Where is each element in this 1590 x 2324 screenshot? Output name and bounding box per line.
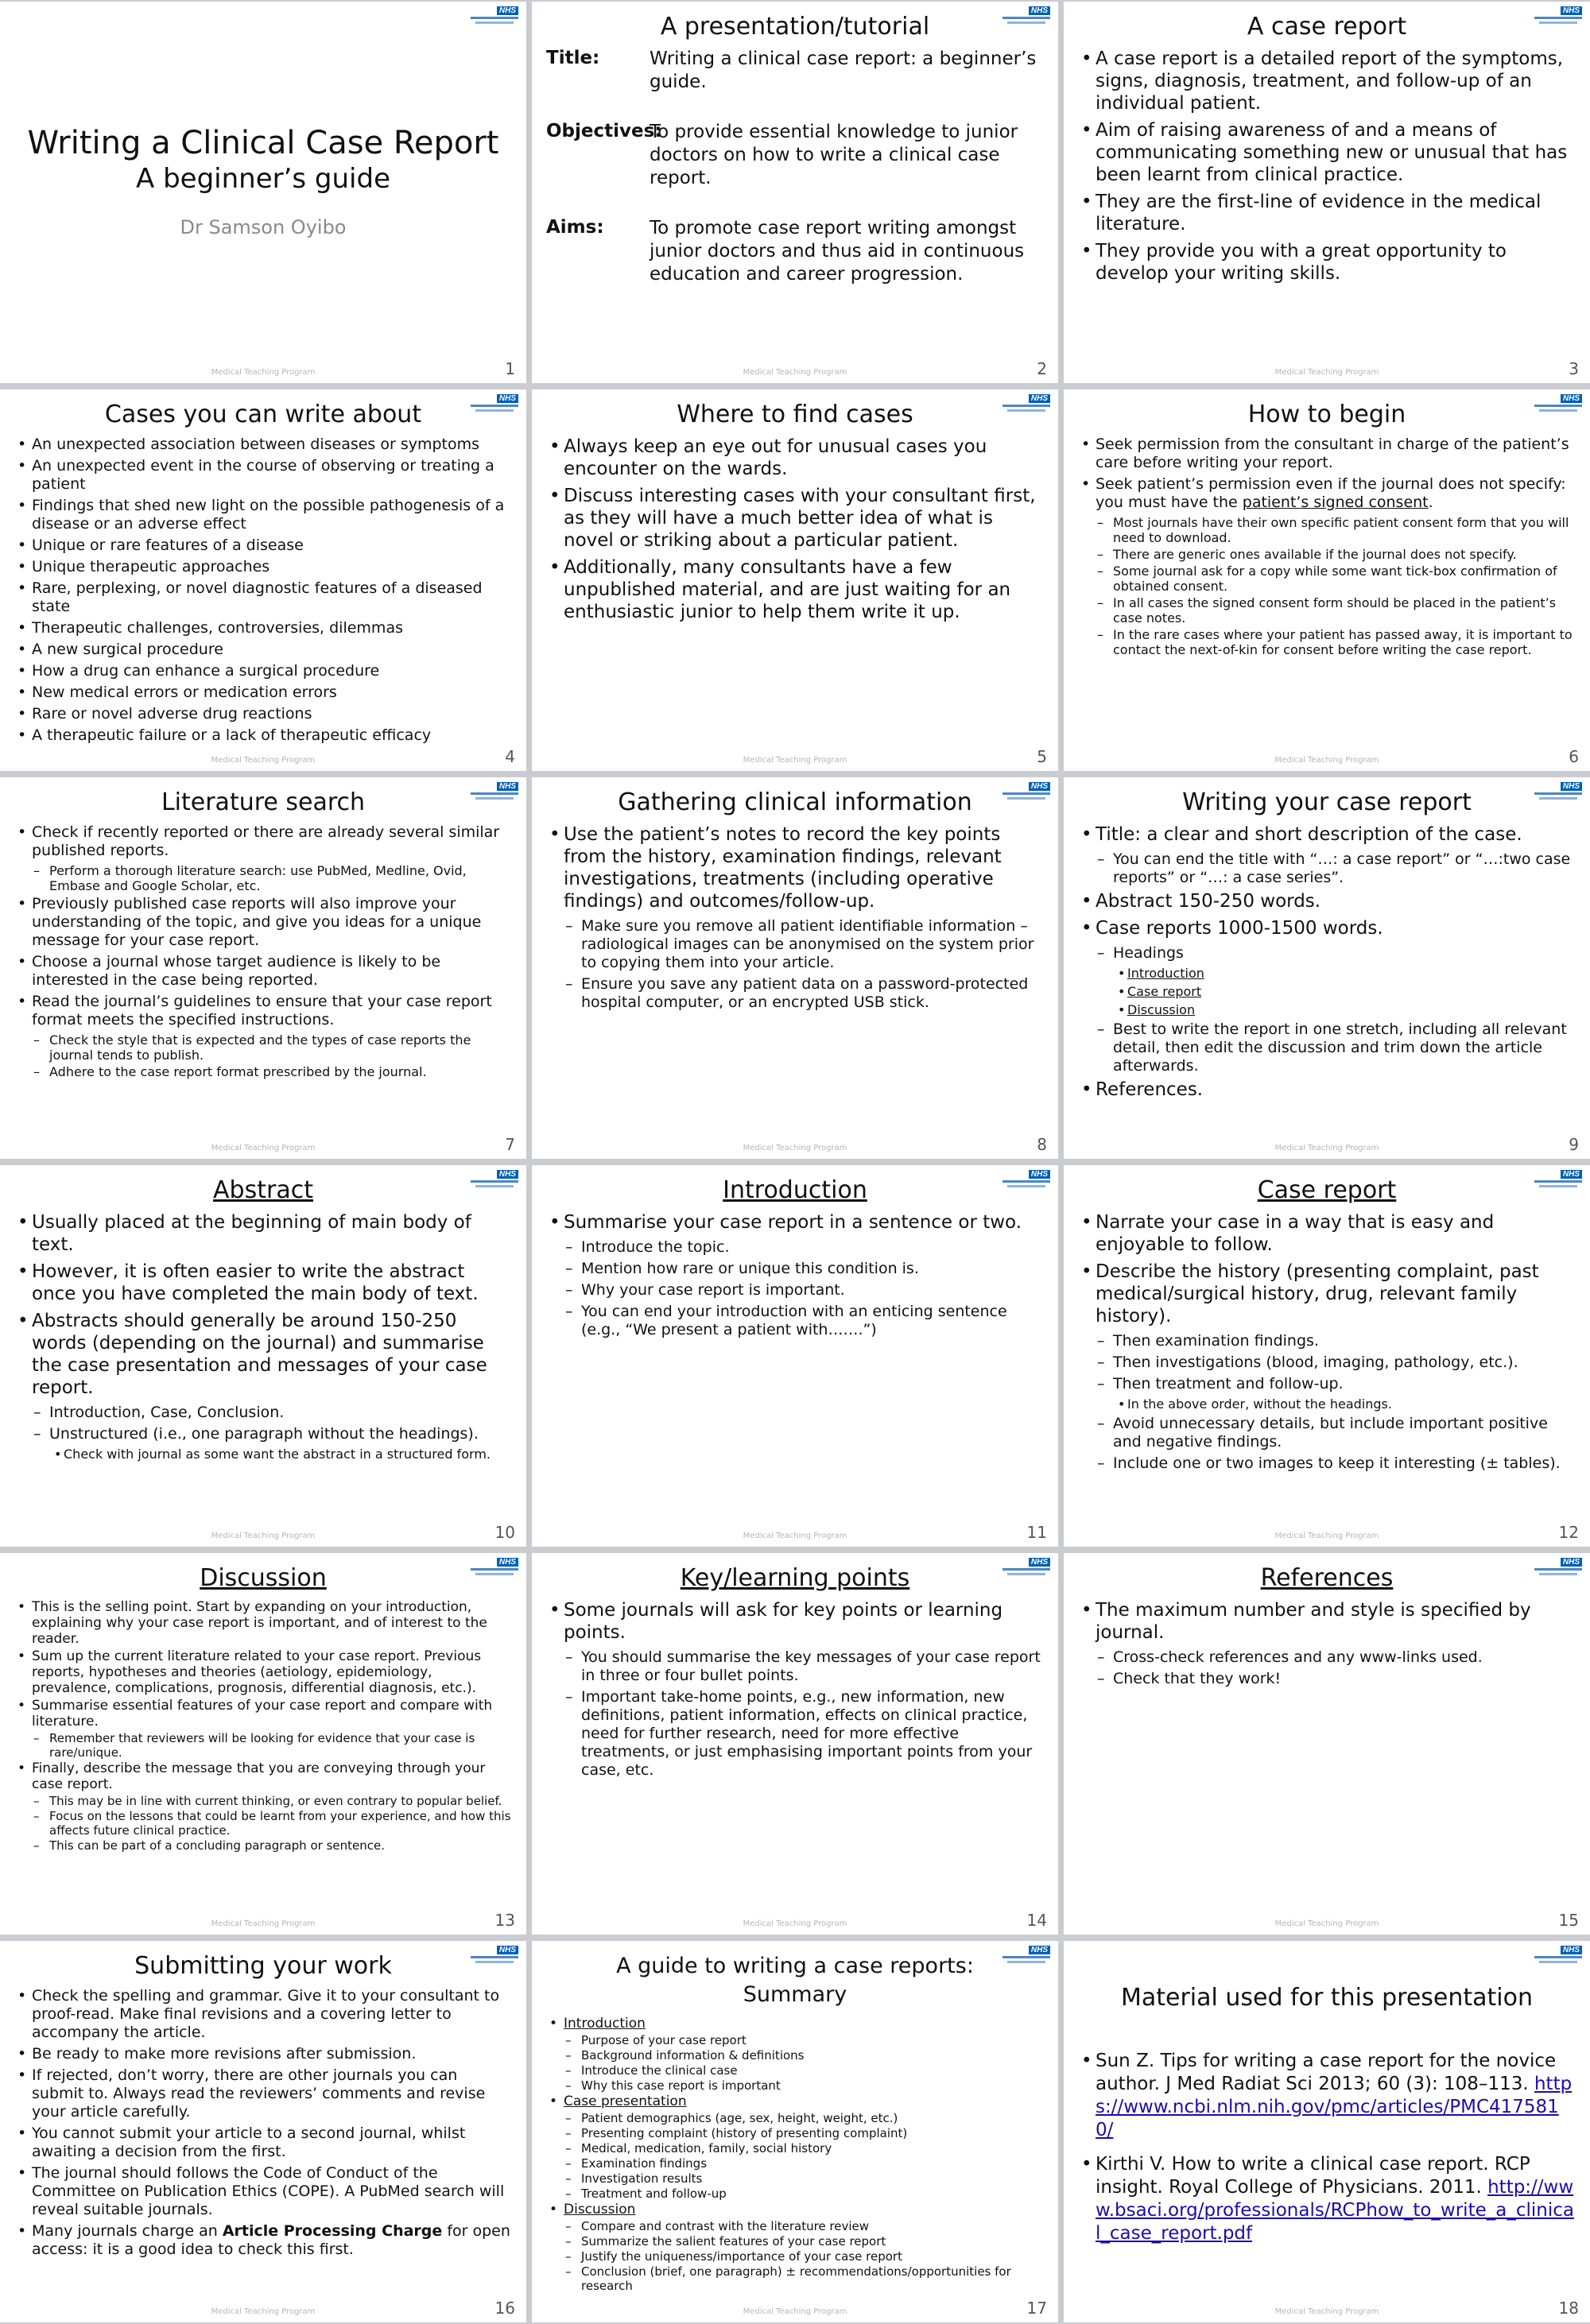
- nhs-logo-icon: [461, 1946, 518, 1966]
- bullet-item: • You cannot submit your article to a second journal, whilst awaiting a decision from the first.: [14, 2125, 512, 2161]
- logo-org-line: [475, 1185, 514, 1187]
- bullet-item: • New medical errors or medication errors: [14, 684, 512, 702]
- bullet-item: – Mention how rare or unique this condition is.: [546, 1260, 1044, 1278]
- slide-8[interactable]: [532, 777, 1058, 1159]
- slide-number: 17: [1026, 2299, 1047, 2318]
- slide-9[interactable]: [1064, 777, 1590, 1159]
- bullet-item: • Usually placed at the beginning of main body of text.: [14, 1211, 512, 1256]
- slide-17[interactable]: [532, 1941, 1058, 2322]
- bullet-item: – Presenting complaint (history of presenting complaint): [546, 2126, 1044, 2140]
- slide-title: Key/learning points: [680, 1564, 910, 1592]
- slide-title: Discussion: [200, 1564, 327, 1592]
- nhs-badge: NHS: [1029, 1170, 1050, 1179]
- slide-footer: Medical Teaching Program: [743, 2307, 847, 2316]
- slide-14[interactable]: [532, 1553, 1058, 1935]
- nhs-badge: NHS: [497, 1558, 518, 1567]
- bullet-list: [1078, 1599, 1576, 1688]
- bullet-item: – Medical, medication, family, social history: [546, 2141, 1044, 2156]
- slide-footer: Medical Teaching Program: [1274, 1919, 1379, 1928]
- slide-number: 4: [505, 747, 515, 766]
- logo-org-line: [1002, 17, 1050, 19]
- slide-title: Abstract: [213, 1176, 313, 1204]
- info-key: Aims:: [546, 217, 604, 238]
- bullet-item: • A case report is a detailed report of the symptoms, signs, diagnosis, treatment, and follow-up of an individual patient.: [1078, 48, 1576, 114]
- nhs-logo-icon: [993, 6, 1050, 27]
- bullet-list: [1078, 1211, 1576, 1473]
- slide-15[interactable]: [1064, 1553, 1590, 1935]
- underlined-text: patient’s signed consent: [1242, 494, 1429, 511]
- slide-number: 9: [1569, 1135, 1579, 1154]
- logo-org-line: [1534, 1568, 1582, 1571]
- slide-footer: Medical Teaching Program: [743, 756, 847, 765]
- bullet-item: • If rejected, don’t worry, there are other journals you can submit to. Always read the reviewers’ comments and revise your article carefully.: [14, 2066, 512, 2121]
- nhs-badge: NHS: [1561, 6, 1582, 15]
- bullet-list: [14, 1987, 512, 2259]
- bullet-item: • Sum up the current literature related to your case report. Previous reports, hypotheses and theories (aetiology, epidemiology, prevalence, complications, prognosis, differential diagnosis, etc.).: [14, 1648, 512, 1696]
- slide-number: 10: [494, 1523, 515, 1542]
- slide-footer: Medical Teaching Program: [211, 1532, 316, 1540]
- slide-footer: Medical Teaching Program: [1274, 1144, 1379, 1152]
- bullet-item: • Case reports 1000-1500 words.: [1078, 917, 1576, 939]
- nhs-logo-icon: [461, 782, 518, 803]
- bullet-item: – Avoid unnecessary details, but include important positive and negative findings.: [1078, 1415, 1576, 1451]
- bullet-item: • Additionally, many consultants have a few unpublished material, and are just waiting for an enthusiastic junior to help them write it up.: [546, 556, 1044, 623]
- reference-link[interactable]: https://www.ncbi.nlm.nih.gov/pmc/articles/PMC4175810/: [1096, 2074, 1573, 2140]
- bullet-item: • Discussion: [546, 2202, 1044, 2217]
- logo-org-line: [471, 17, 518, 19]
- bullet-item: • Check the spelling and grammar. Give it to your consultant to proof-read. Make final revisions and a covering letter to accompany the article.: [14, 1987, 512, 2042]
- nhs-logo-icon: [1525, 394, 1582, 415]
- bullet-item: • An unexpected event in the course of observing or treating a patient: [14, 457, 512, 494]
- bullet-item: • Be ready to make more revisions after submission.: [14, 2045, 512, 2063]
- bullet-item: • Seek patient’s permission even if the journal does not specify: you must have the patient’s signed consent.: [1078, 475, 1576, 512]
- bullet-list: [546, 1599, 1044, 1780]
- bullet-item: – You should summarise the key messages of your case report in three or four bullet points.: [546, 1648, 1044, 1685]
- logo-org-line: [1539, 21, 1577, 24]
- nhs-logo-icon: [993, 394, 1050, 415]
- info-value: Writing a clinical case report: a beginner’s guide.: [650, 48, 1037, 92]
- bullet-item: – In the rare cases where your patient has passed away, it is important to contact the next-of-kin for consent before writing the case report.: [1078, 627, 1576, 657]
- nhs-badge: NHS: [1029, 782, 1050, 791]
- bullet-item: • Use the patient’s notes to record the key points from the history, examination findings, relevant investigations, treatments (including operative findings) and outcomes/follow-up.: [546, 823, 1044, 912]
- slide-footer: Medical Teaching Program: [743, 368, 847, 377]
- bullet-item: • Unique therapeutic approaches: [14, 558, 512, 576]
- bullet-item: • References.: [1078, 1079, 1576, 1101]
- slide-title: Writing your case report: [1182, 788, 1472, 816]
- slide-title: Submitting your work: [134, 1952, 392, 1980]
- bullet-item: – Check that they work!: [1078, 1670, 1576, 1688]
- slide-number: 7: [505, 1135, 515, 1154]
- slide-footer: Medical Teaching Program: [211, 1144, 316, 1152]
- slide-footer: Medical Teaching Program: [1274, 2307, 1379, 2316]
- bullet-item: – Investigation results: [546, 2171, 1044, 2186]
- nhs-logo-icon: [461, 1558, 518, 1578]
- bullet-list: [14, 436, 512, 745]
- bullet-item: • Check if recently reported or there are already several similar published reports.: [14, 823, 512, 860]
- slide-title: A guide to writing a case reports: Summary: [616, 1954, 974, 2007]
- bullet-item: • In the above order, without the headings.: [1078, 1396, 1576, 1412]
- nhs-badge: NHS: [1561, 394, 1582, 403]
- logo-org-line: [1007, 21, 1045, 24]
- logo-org-line: [471, 1180, 518, 1183]
- bullet-list: [546, 1211, 1044, 1339]
- logo-org-line: [1534, 792, 1582, 795]
- slide-12[interactable]: [1064, 1165, 1590, 1547]
- logo-org-line: [1002, 1568, 1050, 1571]
- bullet-item: – Best to write the report in one stretch, including all relevant detail, then edit the discussion and trim down the article afterwards.: [1078, 1021, 1576, 1075]
- logo-org-line: [1002, 1180, 1050, 1183]
- bullet-item: – Compare and contrast with the literature review: [546, 2219, 1044, 2233]
- nhs-badge: NHS: [497, 782, 518, 791]
- logo-org-line: [475, 409, 514, 412]
- bullet-item: – Introduction, Case, Conclusion.: [14, 1404, 512, 1422]
- slide-footer: Medical Teaching Program: [743, 1144, 847, 1152]
- bullet-list: [1078, 823, 1576, 1101]
- slide-title: Case report: [1257, 1176, 1397, 1204]
- info-table: [546, 48, 1044, 286]
- slide-number: 11: [1026, 1523, 1047, 1542]
- bullet-item: • Therapeutic challenges, controversies, dilemmas: [14, 619, 512, 637]
- bullet-item: – You can end your introduction with an enticing sentence (e.g., “We present a patient with…….”): [546, 1303, 1044, 1339]
- nhs-logo-icon: [993, 1170, 1050, 1191]
- logo-org-line: [1007, 1961, 1045, 1963]
- slide-footer: Medical Teaching Program: [211, 1919, 316, 1928]
- bullet-item: – Justify the uniqueness/importance of your case report: [546, 2249, 1044, 2264]
- bullet-item: • Finally, describe the message that you are conveying through your case report.: [14, 1760, 512, 1792]
- bullet-item: • Findings that shed new light on the possible pathogenesis of a disease or an adverse effect: [14, 497, 512, 533]
- slide-title: Introduction: [723, 1176, 867, 1204]
- logo-org-line: [475, 1573, 514, 1575]
- nhs-badge: NHS: [1561, 1946, 1582, 1954]
- slide-title: Writing a Clinical Case Report: [27, 125, 499, 161]
- logo-org-line: [1539, 409, 1577, 412]
- slide-number: 16: [494, 2299, 515, 2318]
- bullet-item: – Perform a thorough literature search: use PubMed, Medline, Ovid, Embase and Google Scholar, etc.: [14, 863, 512, 893]
- logo-org-line: [1534, 405, 1582, 407]
- bullet-item: • Rare, perplexing, or novel diagnostic features of a diseased state: [14, 579, 512, 616]
- bullet-item: – This can be part of a concluding paragraph or sentence.: [14, 1838, 512, 1853]
- bullet-list: [546, 823, 1044, 1012]
- slide-number: 3: [1569, 359, 1579, 378]
- slide-number: 5: [1037, 747, 1047, 766]
- bullet-item: • Read the journal’s guidelines to ensure that your case report format meets the specified instructions.: [14, 993, 512, 1029]
- slide-title: How to begin: [1247, 401, 1406, 428]
- nhs-logo-icon: [1525, 6, 1582, 27]
- slide-4[interactable]: [0, 389, 526, 771]
- nhs-logo-icon: [461, 6, 518, 27]
- slide-title: Cases you can write about: [104, 401, 422, 428]
- bullet-item: – Treatment and follow-up: [546, 2186, 1044, 2201]
- bullet-list: [546, 2016, 1044, 2293]
- nhs-badge: NHS: [1029, 394, 1050, 403]
- bullet-item: • Abstracts should generally be around 150-250 words (depending on the journal) and summarise the case presentation and messages of your case report.: [14, 1310, 512, 1399]
- bullet-item: – Why your case report is important.: [546, 1281, 1044, 1300]
- bullet-item: • Many journals charge an Article Processing Charge for open access: it is a good idea to check this first.: [14, 2222, 512, 2259]
- slide-number: 18: [1558, 2299, 1579, 2318]
- bullet-list: [14, 823, 512, 1079]
- logo-org-line: [471, 1956, 518, 1958]
- bullet-item: • A therapeutic failure or a lack of therapeutic efficacy: [14, 726, 512, 745]
- bullet-item: – Headings: [1078, 944, 1576, 963]
- slide-7[interactable]: [0, 777, 526, 1159]
- logo-org-line: [1539, 1185, 1577, 1187]
- reference-list: [1078, 2050, 1576, 2245]
- bullet-item: – Patient demographics (age, sex, height, weight, etc.): [546, 2111, 1044, 2125]
- bullet-item: • Previously published case reports will also improve your understanding of the topic, and give you ideas for a unique message for your case report.: [14, 895, 512, 950]
- slide-title: A case report: [1247, 13, 1407, 41]
- slide-number: 6: [1569, 747, 1579, 766]
- bullet-item: • Rare or novel adverse drug reactions: [14, 705, 512, 723]
- nhs-logo-icon: [1525, 782, 1582, 803]
- bold-text: Article Processing Charge: [222, 2222, 443, 2240]
- bullet-item: • Case presentation: [546, 2094, 1044, 2109]
- slide-number: 14: [1026, 1911, 1047, 1930]
- bullet-item: • Describe the history (presenting complaint, past medical/surgical history, drug, relevant family history).: [1078, 1261, 1576, 1327]
- slide-2[interactable]: [532, 2, 1058, 383]
- bullet-item: – Most journals have their own specific patient consent form that you will need to download.: [1078, 515, 1576, 545]
- bullet-item: • Always keep an eye out for unusual cases you encounter on the wards.: [546, 436, 1044, 480]
- bullet-item: • They provide you with a great opportunity to develop your writing skills.: [1078, 240, 1576, 285]
- nhs-logo-icon: [993, 1946, 1050, 1966]
- logo-org-line: [1007, 1185, 1045, 1187]
- logo-org-line: [475, 1961, 514, 1963]
- slide-1[interactable]: [0, 2, 526, 383]
- bullet-item: • Narrate your case in a way that is easy and enjoyable to follow.: [1078, 1211, 1576, 1256]
- bullet-item: – You can end the title with “…: a case report” or “…:two case reports” or “…: a case series”.: [1078, 850, 1576, 887]
- nhs-badge: NHS: [497, 1946, 518, 1954]
- bullet-list: [14, 1211, 512, 1462]
- slide-13[interactable]: [0, 1553, 526, 1935]
- bullet-item: – Cross-check references and any www-links used.: [1078, 1648, 1576, 1667]
- bullet-item: – This may be in line with current thinking, or even contrary to popular belief.: [14, 1794, 512, 1808]
- bullet-item: • Aim of raising awareness of and a means of communicating something new or unusual that has been learnt from clinical practice.: [1078, 119, 1576, 186]
- nhs-badge: NHS: [1561, 782, 1582, 791]
- logo-org-line: [1002, 1956, 1050, 1958]
- info-key: Title:: [546, 48, 600, 68]
- author: Dr Samson Oyibo: [180, 216, 347, 238]
- bullet-item: • They are the first-line of evidence in the medical literature.: [1078, 191, 1576, 235]
- nhs-badge: NHS: [497, 6, 518, 15]
- bullet-item: • An unexpected association between diseases or symptoms: [14, 436, 512, 454]
- bullet-item: – Why this case report is important: [546, 2078, 1044, 2093]
- bullet-item: • Case report: [1078, 984, 1576, 1000]
- logo-org-line: [1002, 792, 1050, 795]
- logo-org-line: [1007, 797, 1045, 800]
- logo-org-line: [1002, 405, 1050, 407]
- logo-org-line: [471, 792, 518, 795]
- bullet-item: – Then investigations (blood, imaging, pathology, etc.).: [1078, 1354, 1576, 1372]
- nhs-logo-icon: [461, 1170, 518, 1191]
- nhs-logo-icon: [461, 394, 518, 415]
- slide-footer: Medical Teaching Program: [743, 1919, 847, 1928]
- logo-org-line: [1007, 1573, 1045, 1575]
- nhs-badge: NHS: [1561, 1170, 1582, 1179]
- bullet-item: – Adhere to the case report format prescribed by the journal.: [14, 1064, 512, 1079]
- bullet-item: • However, it is often easier to write the abstract once you have completed the main body of text.: [14, 1261, 512, 1305]
- bullet-item: – Background information & definitions: [546, 2048, 1044, 2063]
- reference-item: • Kirthi V. How to write a clinical case report. RCP insight. Royal College of Physicians. 2011. http://www.bsaci.org/professionals/RCPhow_to_write_a_clinical_case_report.pdf: [1078, 2153, 1576, 2245]
- bullet-item: • The journal should follows the Code of Conduct of the Committee on Publication Ethics (COPE). A PubMed search will reveal suitable journals.: [14, 2164, 512, 2219]
- info-key: Objectives:: [546, 121, 662, 141]
- slide-number: 13: [494, 1911, 515, 1930]
- slide-title: Gathering clinical information: [618, 788, 972, 816]
- logo-org-line: [475, 21, 514, 24]
- bullet-item: – Introduce the clinical case: [546, 2063, 1044, 2078]
- slide-number: 12: [1558, 1523, 1579, 1542]
- bullet-item: • Discuss interesting cases with your consultant first, as they will have a much better idea of what is novel or striking about a particular patient.: [546, 485, 1044, 552]
- bullet-list: [546, 436, 1044, 623]
- bullet-item: – In all cases the signed consent form should be placed in the patient’s case notes.: [1078, 595, 1576, 626]
- slide-footer: Medical Teaching Program: [211, 368, 316, 377]
- nhs-badge: NHS: [497, 1170, 518, 1179]
- bullet-item: – Focus on the lessons that could be learnt from your experience, and how this affects future clinical practice.: [14, 1809, 512, 1838]
- nhs-badge: NHS: [1029, 1946, 1050, 1954]
- slide-16[interactable]: [0, 1941, 526, 2322]
- slide-5[interactable]: [532, 389, 1058, 771]
- nhs-logo-icon: [1525, 1170, 1582, 1191]
- bullet-item: – Check the style that is expected and the types of case reports the journal tends to publish.: [14, 1032, 512, 1063]
- slide-footer: Medical Teaching Program: [211, 756, 316, 765]
- nhs-badge: NHS: [1561, 1558, 1582, 1567]
- bullet-item: – Ensure you save any patient data on a password-protected hospital computer, or an encrypted USB stick.: [546, 975, 1044, 1012]
- bullet-item: • Choose a journal whose target audience is likely to be interested in the case being reported.: [14, 953, 512, 990]
- bullet-item: • How a drug can enhance a surgical procedure: [14, 662, 512, 680]
- slide-6[interactable]: [1064, 389, 1590, 771]
- bullet-item: – Remember that reviewers will be looking for evidence that your case is rare/unique.: [14, 1731, 512, 1760]
- bullet-item: • Summarise your case report in a sentence or two.: [546, 1211, 1044, 1234]
- bullet-list: [1078, 48, 1576, 285]
- bullet-item: – Examination findings: [546, 2156, 1044, 2171]
- nhs-badge: NHS: [1029, 1558, 1050, 1567]
- logo-org-line: [1539, 1961, 1577, 1963]
- bullet-item: – Include one or two images to keep it interesting (± tables).: [1078, 1454, 1576, 1473]
- bullet-item: – There are generic ones available if the journal does not specify.: [1078, 547, 1576, 562]
- bullet-item: – Some journal ask for a copy while some want tick-box confirmation of obtained consent.: [1078, 564, 1576, 594]
- bullet-item: • Abstract 150-250 words.: [1078, 890, 1576, 912]
- bullet-list: [1078, 436, 1576, 657]
- bullet-item: • The maximum number and style is specified by journal.: [1078, 1599, 1576, 1644]
- logo-org-line: [1539, 797, 1577, 800]
- bullet-item: • Introduction: [546, 2016, 1044, 2032]
- nhs-logo-icon: [1525, 1946, 1582, 1966]
- bullet-item: • Title: a clear and short description of the case.: [1078, 823, 1576, 846]
- slide-number: 1: [505, 359, 515, 378]
- slide-footer: Medical Teaching Program: [1274, 368, 1379, 377]
- bullet-item: – Make sure you remove all patient identifiable information – radiological images can be anonymised on the system prior to copying them into your article.: [546, 917, 1044, 972]
- slide-footer: Medical Teaching Program: [211, 2307, 316, 2316]
- bullet-item: – Then examination findings.: [1078, 1332, 1576, 1350]
- logo-org-line: [1534, 1956, 1582, 1958]
- nhs-badge: NHS: [497, 394, 518, 403]
- slide-3[interactable]: [1064, 2, 1590, 383]
- logo-org-line: [1534, 17, 1582, 19]
- slide-title: References: [1260, 1564, 1394, 1592]
- logo-org-line: [475, 797, 514, 800]
- slide-11[interactable]: [532, 1165, 1058, 1547]
- reference-link[interactable]: http://www.bsaci.org/professionals/RCPhow_to_write_a_clinical_case_report.pdf: [1096, 2177, 1574, 2244]
- slide-footer: Medical Teaching Program: [1274, 756, 1379, 765]
- bullet-item: – Conclusion (brief, one paragraph) ± recommendations/opportunities for research: [546, 2264, 1044, 2293]
- reference-item: • Sun Z. Tips for writing a case report for the novice author. J Med Radiat Sci 2013; 60 (3): 108–113. https://www.ncbi.nlm.nih.gov/pmc/articles/PMC4175810/: [1078, 2050, 1576, 2142]
- bullet-item: • Some journals will ask for key points or learning points.: [546, 1599, 1044, 1644]
- bullet-item: • Discussion: [1078, 1002, 1576, 1018]
- bullet-item: – Introduce the topic.: [546, 1238, 1044, 1257]
- logo-org-line: [471, 405, 518, 407]
- bullet-item: • Seek permission from the consultant in charge of the patient’s care before writing your report.: [1078, 436, 1576, 472]
- logo-org-line: [1534, 1180, 1582, 1183]
- bullet-item: • This is the selling point. Start by expanding on your introduction, explaining why your case report is important, and of interest to the reader.: [14, 1599, 512, 1647]
- slide-footer: Medical Teaching Program: [1274, 1532, 1379, 1540]
- logo-org-line: [1539, 1573, 1577, 1575]
- bullet-item: • Check with journal as some want the abstract in a structured form.: [14, 1447, 512, 1462]
- logo-org-line: [471, 1568, 518, 1571]
- slide-18[interactable]: [1064, 1941, 1590, 2322]
- nhs-logo-icon: [993, 782, 1050, 803]
- bullet-item: – Purpose of your case report: [546, 2033, 1044, 2047]
- slide-title: A presentation/tutorial: [660, 13, 930, 41]
- bullet-list: [14, 1599, 512, 1853]
- nhs-logo-icon: [1525, 1558, 1582, 1578]
- slide-subtitle: A beginner’s guide: [136, 163, 390, 195]
- bullet-item: • Unique or rare features of a disease: [14, 536, 512, 555]
- slide-title: Where to find cases: [677, 401, 913, 428]
- bullet-item: – Unstructured (i.e., one paragraph without the headings).: [14, 1425, 512, 1443]
- slide-title: Literature search: [161, 788, 366, 816]
- slide-10[interactable]: [0, 1165, 526, 1547]
- slide-footer: Medical Teaching Program: [743, 1532, 847, 1540]
- info-value: To provide essential knowledge to junior doctors on how to write a clinical case report.: [650, 122, 1018, 188]
- slide-number: 2: [1037, 359, 1047, 378]
- bullet-item: • Introduction: [1078, 966, 1576, 982]
- logo-org-line: [1007, 409, 1045, 412]
- slide-number: 15: [1558, 1911, 1579, 1930]
- bullet-item: – Summarize the salient features of your case report: [546, 2234, 1044, 2248]
- bullet-item: – Then treatment and follow-up.: [1078, 1375, 1576, 1393]
- slide-title: Material used for this presentation: [1120, 1984, 1534, 2012]
- bullet-item: • Summarise essential features of your case report and compare with literature.: [14, 1698, 512, 1729]
- nhs-badge: NHS: [1029, 6, 1050, 15]
- bullet-item: – Important take-home points, e.g., new information, new definitions, patient information, effects on clinical practice, need for further research, need for more effective treatments, or just emphasising important points from your case, etc.: [546, 1688, 1044, 1780]
- slide-number: 8: [1037, 1135, 1047, 1154]
- info-value: To promote case report writing amongst junior doctors and thus aid in continuous education and career progression.: [650, 218, 1025, 285]
- nhs-logo-icon: [993, 1558, 1050, 1578]
- bullet-item: • A new surgical procedure: [14, 641, 512, 659]
